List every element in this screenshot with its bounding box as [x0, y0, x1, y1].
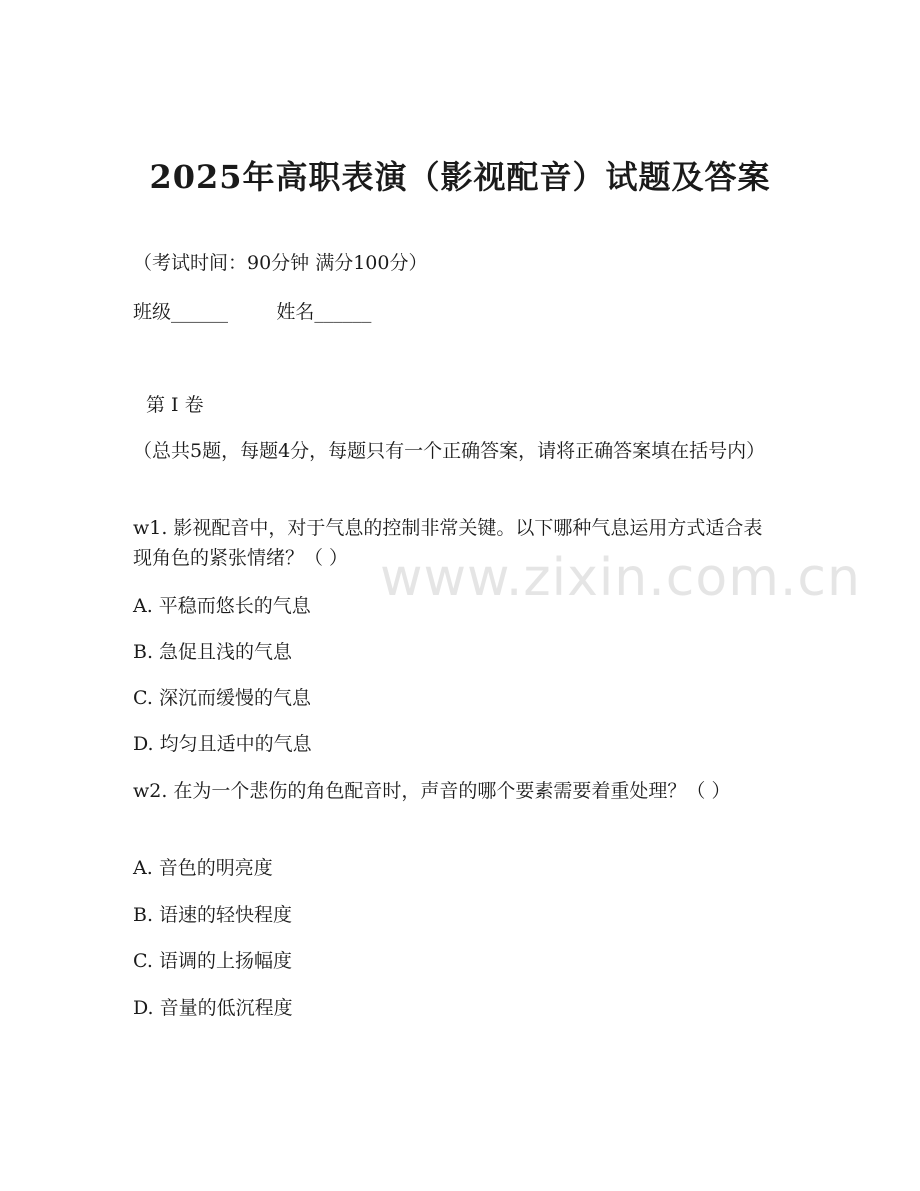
watermark: www.zixin.com.cn	[380, 548, 861, 608]
question-1-option-d: D. 均匀且适中的气息	[133, 733, 312, 755]
document-title: 2025年高职表演（影视配音）试题及答案	[149, 158, 771, 196]
question-2-option-d: D. 音量的低沉程度	[133, 997, 293, 1019]
question-2-option-a: A. 音色的明亮度	[133, 857, 273, 879]
question-1-stem: w1. 影视配音中，对于气息的控制非常关键。以下哪种气息运用方式适合表现角色的紧张情绪？（ ）	[133, 517, 763, 569]
question-1-option-c: C. 深沉而缓慢的气息	[133, 687, 311, 709]
class-name-line: 班级______ 姓名______	[133, 301, 372, 323]
question-2-option-b: B. 语速的轻快程度	[133, 904, 293, 926]
question-1-option-b: B. 急促且浅的气息	[133, 641, 293, 663]
question-1-option-a: A. 平稳而悠长的气息	[133, 595, 311, 617]
question-2-option-c: C. 语调的上扬幅度	[133, 950, 292, 972]
section-heading: 第 I 卷	[146, 394, 204, 416]
exam-info: （考试时间：90分钟 满分100分）	[133, 252, 428, 274]
question-2-stem: w2. 在为一个悲伤的角色配音时，声音的哪个要素需要着重处理？（ ）	[133, 780, 731, 802]
section-instructions: （总共5题，每题4分，每题只有一个正确答案，请将正确答案填在括号内）	[133, 440, 766, 462]
